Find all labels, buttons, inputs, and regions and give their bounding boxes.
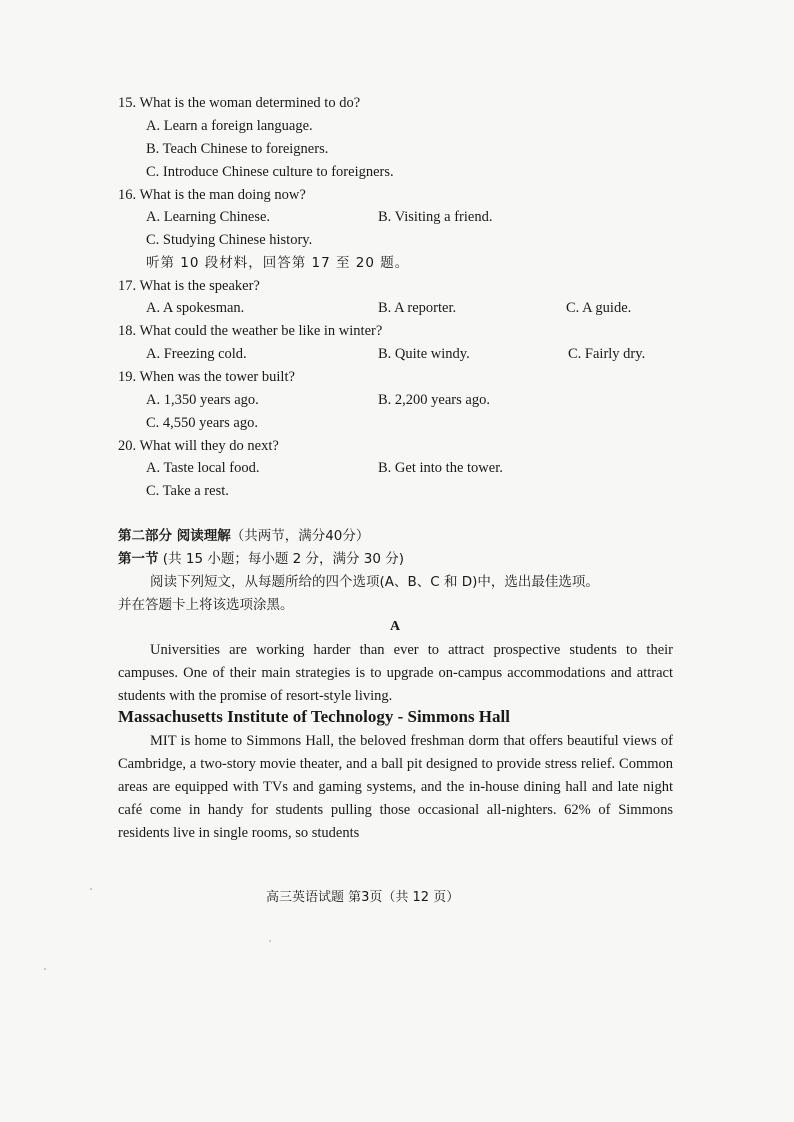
reading-instruction-line2: 并在答题卡上将该选项涂黑。	[118, 597, 294, 613]
question-20-option-a: A. Taste local food.	[146, 460, 260, 476]
passage-intro	[118, 639, 673, 708]
listening-instruction: 听第 10 段材料，回答第 17 至 20 题。	[146, 255, 410, 271]
question-20-option-b: B. Get into the tower.	[378, 460, 503, 476]
question-15-option-c: C. Introduce Chinese culture to foreigners.	[146, 164, 394, 180]
scan-speck	[269, 940, 271, 942]
scan-speck	[44, 968, 46, 970]
question-19-option-b: B. 2,200 years ago.	[378, 392, 490, 408]
question-19-option-a: A. 1,350 years ago.	[146, 392, 259, 408]
question-20-stem: 20. What will they do next?	[118, 438, 279, 454]
section1-title: 第一节	[118, 551, 159, 567]
question-18-option-a: A. Freezing cold.	[146, 346, 247, 362]
part2-title-note: （共两节，满分40分）	[230, 528, 370, 544]
question-16-option-b: B. Visiting a friend.	[378, 209, 493, 225]
passage-heading: Massachusetts Institute of Technology - Simmons Hall	[118, 707, 510, 726]
question-20-option-c: C. Take a rest.	[146, 483, 229, 499]
passage-body	[118, 730, 673, 845]
page-footer: 高三英语试题 第3页（共 12 页）	[266, 890, 460, 905]
question-15-option-b: B. Teach Chinese to foreigners.	[146, 141, 329, 157]
reading-instruction-line1: 阅读下列短文，从每题所给的四个选项(A、B、C 和 D)中，选出最佳选项。	[150, 574, 599, 590]
section1-note: (共 15 小题；每小题 2 分，满分 30 分)	[162, 551, 405, 567]
passage-intro-text: Universities are working harder than ever to attract prospective students to their campuses. One of their main strategies is to upgrade on-campus accommodations and attract students with the promise of resort-style living.	[118, 642, 673, 704]
question-17-stem: 17. What is the speaker?	[118, 278, 260, 294]
question-15-option-a: A. Learn a foreign language.	[146, 118, 313, 134]
question-16-option-c: C. Studying Chinese history.	[146, 232, 313, 248]
question-19-stem: 19. When was the tower built?	[118, 369, 295, 385]
question-18-option-c: C. Fairly dry.	[568, 346, 646, 362]
scan-speck	[90, 888, 92, 890]
question-18-option-b: B. Quite windy.	[378, 346, 470, 362]
part2-title-line	[118, 527, 369, 545]
part2-title: 第二部分 阅读理解	[118, 528, 231, 544]
question-17-option-a: A. A spokesman.	[146, 300, 245, 316]
section1-title-line	[118, 550, 404, 568]
question-17-option-c: C. A guide.	[566, 300, 632, 316]
question-19-option-c: C. 4,550 years ago.	[146, 415, 258, 431]
question-16-stem: 16. What is the man doing now?	[118, 187, 306, 203]
passage-body-text: MIT is home to Simmons Hall, the beloved freshman dorm that offers beautiful views of Cambridge, a two-story movie theater, and a ball pit designed to provide stress relief. Common areas are equipped with TVs and gaming systems, and the in-house dining hall and late night café come in handy for students pulling those occasional all-nighters. 62% of Simmons residents live in single rooms, so students	[118, 733, 673, 841]
question-17-option-b: B. A reporter.	[378, 300, 457, 316]
question-18-stem: 18. What could the weather be like in winter?	[118, 323, 383, 339]
question-16-option-a: A. Learning Chinese.	[146, 209, 271, 225]
passage-letter: A	[390, 619, 401, 634]
question-15-stem: 15. What is the woman determined to do?	[118, 95, 361, 111]
